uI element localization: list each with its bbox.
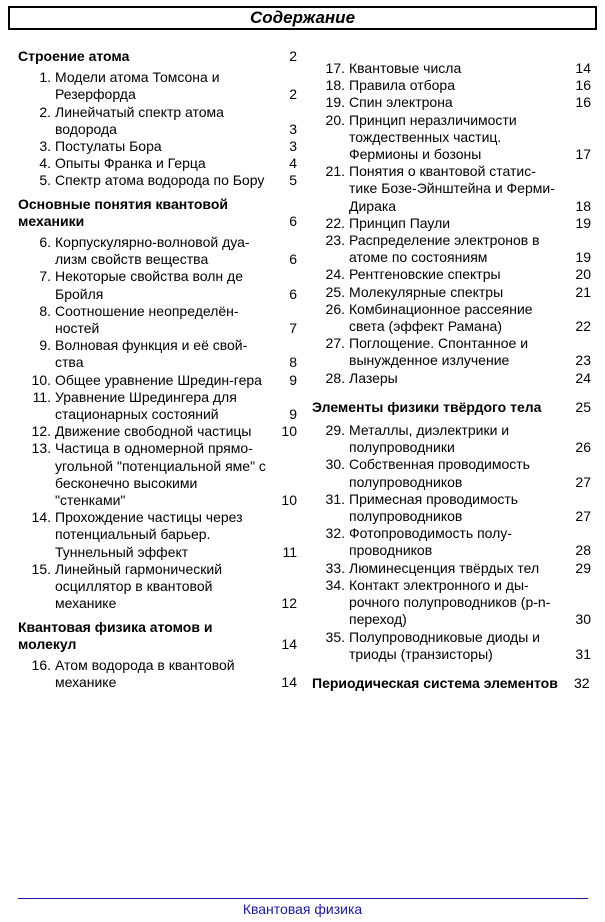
toc-entry[interactable] xyxy=(312,456,595,490)
page-number: 4 xyxy=(289,155,297,172)
entry-number: 14. xyxy=(31,509,51,526)
entry-title: Модели атома Томсона и Резерфорда xyxy=(55,69,220,103)
page-number: 18 xyxy=(575,197,591,214)
entry-title: Правила отбора xyxy=(349,77,456,94)
entry-number: 34. xyxy=(325,576,345,593)
entry-number: 28. xyxy=(325,369,345,386)
toc-left-column xyxy=(18,48,301,691)
entry-title: Прохождение частицы через потенциальный барьер. Туннельный эффект xyxy=(55,509,243,560)
entry-number: 31. xyxy=(325,490,345,507)
toc-entry[interactable] xyxy=(18,303,301,337)
entry-title: Полупроводниковые диоды и триоды (транзисторы) xyxy=(349,628,540,662)
entry-title: Волновая функция и её свой-ства xyxy=(55,337,248,371)
page-number: 14 xyxy=(575,60,591,76)
page-number: 12 xyxy=(281,595,297,612)
toc-entry[interactable] xyxy=(312,112,595,164)
page-number: 24 xyxy=(575,369,591,386)
page-number: 29 xyxy=(575,559,591,576)
toc-entry[interactable] xyxy=(312,525,595,559)
entry-number: 5. xyxy=(39,172,51,189)
page-number: 17 xyxy=(575,146,591,163)
page-number: 10 xyxy=(281,492,297,509)
toc-section[interactable] xyxy=(312,399,595,416)
entry-number: 30. xyxy=(325,456,345,473)
entry-title: Некоторые свойства волн де Бройля xyxy=(55,268,243,302)
entry-title: Понятия о квантовой статис-тике Бозе-Эйнштейна и Ферми-Дирака xyxy=(349,163,555,214)
toc-entry[interactable] xyxy=(18,104,301,138)
page-number: 26 xyxy=(575,439,591,456)
entry-number: 15. xyxy=(31,560,51,577)
entry-number: 27. xyxy=(325,335,345,352)
toc-entry[interactable] xyxy=(312,77,595,94)
page-number: 2 xyxy=(289,48,297,64)
entry-title: Постулаты Бора xyxy=(55,138,162,155)
entry-title: Собственная проводимость полупроводников xyxy=(349,456,530,490)
toc-entry[interactable] xyxy=(312,215,595,232)
entry-number: 12. xyxy=(31,423,51,440)
entry-number: 13. xyxy=(31,440,51,457)
page-number: 3 xyxy=(289,120,297,137)
page-number: 20 xyxy=(575,266,591,283)
entry-number: 26. xyxy=(325,300,345,317)
toc-entry[interactable] xyxy=(18,423,301,440)
toc-entry[interactable] xyxy=(18,138,301,155)
page-number: 16 xyxy=(575,77,591,94)
entry-title: Соотношение неопределён-ностей xyxy=(55,302,239,337)
entry-title: Атом водорода в квантовой механике xyxy=(55,656,235,691)
toc-title: Содержание xyxy=(8,6,597,30)
entry-title: Корпускулярно-волновой дуа-лизм свойств вещества xyxy=(55,234,250,268)
page-number: 27 xyxy=(575,508,591,525)
page-number: 19 xyxy=(575,214,591,231)
page-number: 27 xyxy=(575,473,591,490)
entry-title: Лазеры xyxy=(349,369,398,386)
toc-entry[interactable] xyxy=(312,491,595,525)
page-number: 6 xyxy=(289,251,297,268)
page-number: 25 xyxy=(575,398,591,415)
page-number: 5 xyxy=(289,172,297,189)
entry-number: 6. xyxy=(39,234,51,251)
entry-title: Частица в одномерной прямо-угольной "потенциальной яме" с бесконечно высокими "стенками" xyxy=(55,440,266,509)
entry-number: 35. xyxy=(325,628,345,645)
toc-entry[interactable] xyxy=(18,509,301,561)
entry-number: 32. xyxy=(325,525,345,542)
entry-title: Контакт электронного и ды-рочного полупроводников (p-n-переход) xyxy=(349,576,551,628)
page-number: 19 xyxy=(575,249,591,266)
section-title: Квантовая физика атомов и молекул xyxy=(18,618,213,652)
toc-entry[interactable] xyxy=(18,69,301,103)
entry-number: 2. xyxy=(39,103,51,120)
entry-title: Примесная проводимость полупроводников xyxy=(349,490,519,525)
toc-entry[interactable] xyxy=(312,94,595,111)
entry-title: Уравнение Шредингера для стационарных состояний xyxy=(55,388,237,423)
entry-title: Опыты Франка и Герца xyxy=(55,155,206,172)
page-number: 28 xyxy=(575,542,591,559)
page-number: 2 xyxy=(289,86,297,103)
entry-number: 7. xyxy=(39,268,51,285)
entry-title: Спектр атома водорода по Бору xyxy=(55,172,265,189)
page-number: 22 xyxy=(575,318,591,335)
section-title: Периодическая система элементов xyxy=(312,674,558,691)
toc-entry[interactable] xyxy=(18,337,301,371)
entry-title: Линейчатый спектр атома водорода xyxy=(55,103,224,137)
page-number: 6 xyxy=(289,285,297,302)
page-number: 6 xyxy=(289,212,297,229)
section-title: Строение атома xyxy=(18,48,130,64)
page-number: 11 xyxy=(282,543,297,560)
entry-number: 11. xyxy=(32,388,51,405)
page-number: 31 xyxy=(575,645,591,662)
page-number: 23 xyxy=(575,352,591,369)
entry-number: 1. xyxy=(39,69,51,86)
toc-section[interactable] xyxy=(18,196,301,230)
toc-entry[interactable] xyxy=(18,372,301,389)
entry-title: Квантовые числа xyxy=(349,60,462,76)
toc-entry[interactable] xyxy=(18,234,301,268)
entry-number: 33. xyxy=(325,559,345,576)
toc-entry[interactable] xyxy=(312,60,595,77)
entry-number: 19. xyxy=(325,94,345,111)
entry-number: 10. xyxy=(31,371,51,388)
toc-entry[interactable] xyxy=(18,657,301,691)
entry-title: Спин электрона xyxy=(349,94,453,111)
toc-right-column xyxy=(312,60,595,698)
toc-entry[interactable] xyxy=(18,172,301,189)
toc-entry[interactable] xyxy=(18,561,301,613)
entry-title: Комбинационное рассеяние света (эффект Рамана) xyxy=(349,300,533,335)
page-number: 16 xyxy=(575,94,591,111)
page-number: 14 xyxy=(281,635,297,652)
footer-divider xyxy=(18,898,588,899)
entry-number: 20. xyxy=(325,111,345,128)
toc-entry[interactable] xyxy=(312,577,595,629)
footer-running-title: Квантовая физика xyxy=(242,901,363,917)
entry-number: 4. xyxy=(39,155,51,172)
toc-section[interactable] xyxy=(18,619,301,653)
page-number: 30 xyxy=(575,611,591,628)
entry-title: Принцип неразличимости тождественных частиц. Фермионы и бозоны xyxy=(349,111,517,163)
toc-entry[interactable] xyxy=(312,232,595,266)
page-number: 14 xyxy=(281,674,297,691)
section-title: Основные понятия квантовой механики xyxy=(18,195,229,229)
page-number: 8 xyxy=(289,354,297,371)
entry-title: Металлы, диэлектрики и полупроводники xyxy=(349,422,510,456)
toc-entry[interactable] xyxy=(312,284,595,301)
page-number: 9 xyxy=(289,406,297,423)
entry-number: 16. xyxy=(31,656,51,673)
toc-section[interactable]: Периодическая система элементов 32 xyxy=(312,674,590,691)
entry-title: Общее уравнение Шредин-гера xyxy=(55,371,262,388)
entry-number: 25. xyxy=(325,283,345,300)
entry-number: 23. xyxy=(325,232,345,249)
entry-number: 18. xyxy=(325,77,345,94)
entry-number: 9. xyxy=(39,337,51,354)
page-number: 9 xyxy=(289,371,297,388)
toc-entry[interactable] xyxy=(18,155,301,172)
entry-title: Фотопроводимость полу-проводников xyxy=(349,525,512,559)
entry-title: Распределение электронов в атоме по состояниям xyxy=(349,232,540,266)
section-title: Элементы физики твёрдого тела xyxy=(312,398,542,415)
page-number: 21 xyxy=(575,283,591,300)
toc-entry[interactable] xyxy=(312,422,595,456)
entry-title: Молекулярные спектры xyxy=(349,283,504,300)
toc-entry[interactable] xyxy=(312,335,595,369)
entry-title: Поглощение. Спонтанное и вынужденное излучение xyxy=(349,335,529,369)
toc-entry[interactable] xyxy=(18,268,301,302)
toc-entry[interactable] xyxy=(18,389,301,423)
toc-entry[interactable] xyxy=(312,301,595,335)
toc-entry[interactable] xyxy=(312,370,595,387)
entry-number: 17. xyxy=(325,60,345,76)
toc-entry[interactable] xyxy=(312,629,595,663)
entry-number: 29. xyxy=(325,422,345,439)
toc-section[interactable] xyxy=(18,48,301,65)
entry-title: Движение свободной частицы xyxy=(55,423,252,440)
entry-title: Линейный гармонический осциллятор в квантовой механике xyxy=(55,560,223,612)
toc-entry[interactable] xyxy=(312,163,595,215)
entry-title: Люминесценция твёрдых тел xyxy=(349,559,540,576)
page-number: 3 xyxy=(289,138,297,155)
entry-number: 21. xyxy=(325,163,345,180)
entry-title: Принцип Паули xyxy=(349,214,451,231)
page-number: 7 xyxy=(289,320,297,337)
page-number: 10 xyxy=(281,423,297,440)
toc-entry[interactable] xyxy=(18,440,301,509)
entry-number: 3. xyxy=(39,138,51,155)
entry-number: 8. xyxy=(39,302,51,319)
entry-number: 24. xyxy=(325,266,345,283)
toc-entry[interactable] xyxy=(312,266,595,283)
entry-title: Рентгеновские спектры xyxy=(349,266,501,283)
toc-entry[interactable] xyxy=(312,560,595,577)
entry-number: 22. xyxy=(325,214,345,231)
